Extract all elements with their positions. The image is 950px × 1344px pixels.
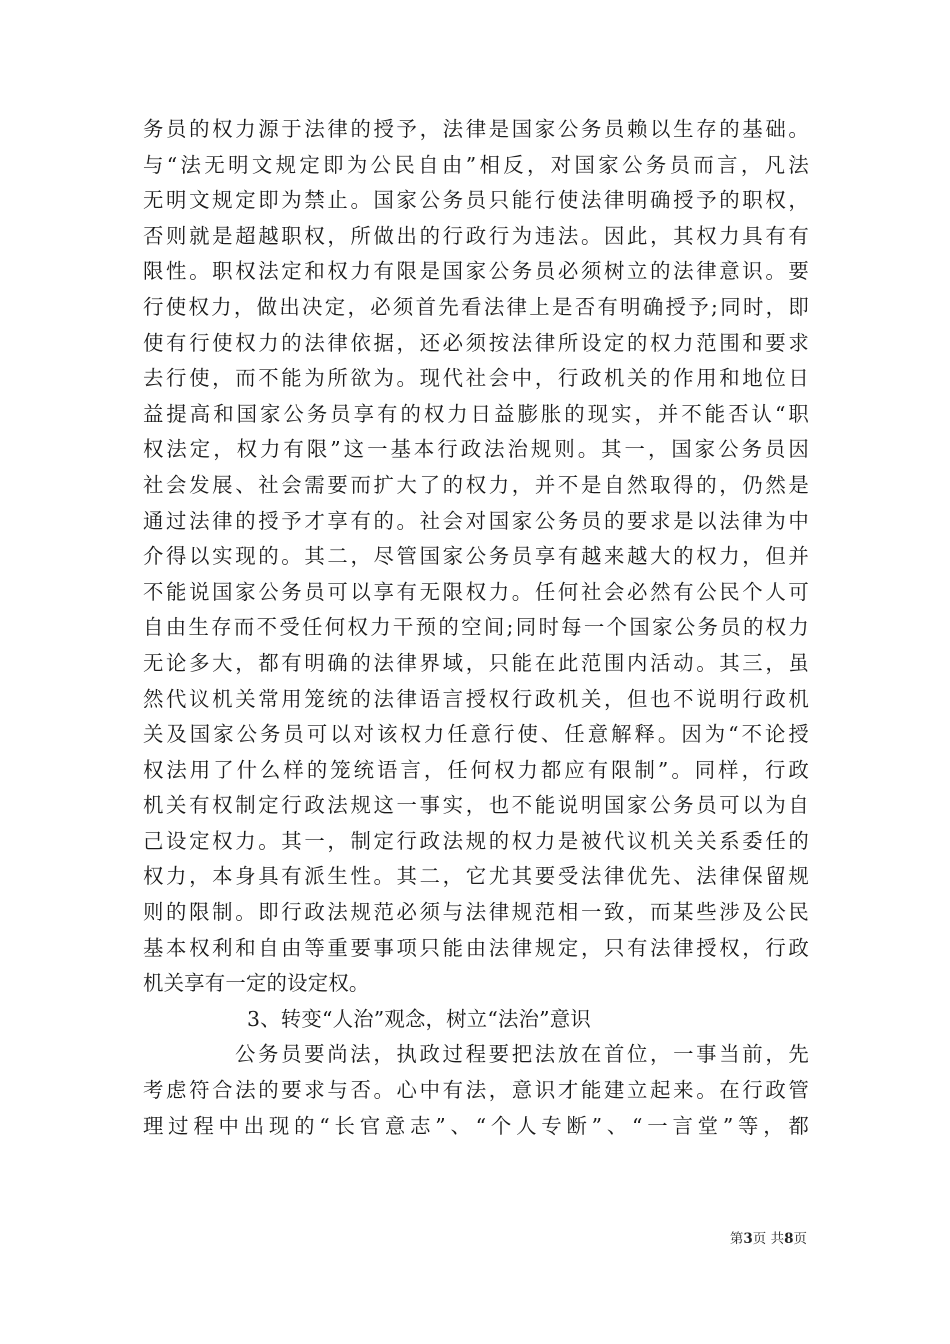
text-line: 行使权力，做出决定，必须首先看法律上是否有明确授予;同时，即 <box>143 294 809 319</box>
document-body <box>143 112 809 1144</box>
text-line: 然代议机关常用笼统的法律语言授权行政机关，但也不说明行政机 <box>143 686 809 711</box>
text-line: 去行使，而不能为所欲为。现代社会中，行政机关的作用和地位日 <box>143 366 809 391</box>
text-line: 权法定，权力有限”这一基本行政法治规则。其一，国家公务员因 <box>143 437 809 462</box>
text-line: 理过程中出现的“长官意志”、“个人专断”、“一言堂”等，都 <box>143 1113 809 1138</box>
footer-prefix: 第 <box>729 1231 744 1247</box>
text-line: 自由生存而不受任何权力干预的空间;同时每一个国家公务员的权力 <box>143 615 809 640</box>
text-line: 社会发展、社会需要而扩大了的权力，并不是自然取得的，仍然是 <box>143 472 809 497</box>
text-line: 己设定权力。其一，制定行政法规的权力是被代议机关关系委任的 <box>143 828 809 853</box>
text-line: 益提高和国家公务员享有的权力日益膨胀的现实，并不能否认“职 <box>143 401 809 426</box>
total-pages-number: 8 <box>784 1231 794 1247</box>
text-line: 务员的权力源于法律的授予，法律是国家公务员赖以生存的基础。 <box>143 117 809 141</box>
text-line: 否则就是超越职权，所做出的行政行为违法。因此，其权力具有有 <box>143 223 809 248</box>
section-heading: 3、转变“人治”观念，树立“法治”意识 <box>247 1006 591 1031</box>
text-line: 不能说国家公务员可以享有无限权力。任何社会必然有公民个人可 <box>143 579 809 604</box>
text-line: 限性。职权法定和权力有限是国家公务员必须树立的法律意识。要 <box>143 259 809 284</box>
text-line: 关及国家公务员可以对该权力任意行使、任意解释。因为“不论授 <box>143 722 809 747</box>
text-line: 考虑符合法的要求与否。心中有法，意识才能建立起来。在行政管 <box>143 1078 809 1103</box>
text-line: 与“法无明文规定即为公民自由”相反，对国家公务员而言，凡法 <box>143 152 809 177</box>
text-line: 权力，本身具有派生性。其二，它尤其要受法律优先、法律保留规 <box>143 864 809 889</box>
footer-suffix: 页 <box>793 1231 807 1247</box>
text-line: 机关享有一定的设定权。 <box>143 971 370 996</box>
text-line: 无明文规定即为禁止。国家公务员只能行使法律明确授予的职权， <box>143 188 809 213</box>
text-line: 使有行使权力的法律依据，还必须按法律所设定的权力范围和要求 <box>143 330 809 355</box>
text-line: 基本权利和自由等重要事项只能由法律规定，只有法律授权，行政 <box>143 935 809 960</box>
page-footer <box>730 1230 807 1248</box>
text-line: 权法用了什么样的笼统语言，任何权力都应有限制”。同样，行政 <box>143 757 809 782</box>
text-line: 无论多大，都有明确的法律界域，只能在此范围内活动。其三，虽 <box>143 650 809 675</box>
footer-middle: 页 共 <box>752 1231 785 1247</box>
text-line: 通过法律的授予才享有的。社会对国家公务员的要求是以法律为中 <box>143 508 809 533</box>
text-line: 介得以实现的。其二，尽管国家公务员享有越来越大的权力，但并 <box>143 544 809 569</box>
current-page-number: 3 <box>743 1231 753 1247</box>
text-line: 则的限制。即行政法规范必须与法律规范相一致，而某些涉及公民 <box>143 900 809 925</box>
paragraph-first-line: 公务员要尚法，执政过程要把法放在首位，一事当前，先 <box>235 1042 809 1067</box>
text-line: 机关有权制定行政法规这一事实，也不能说明国家公务员可以为自 <box>143 793 809 818</box>
